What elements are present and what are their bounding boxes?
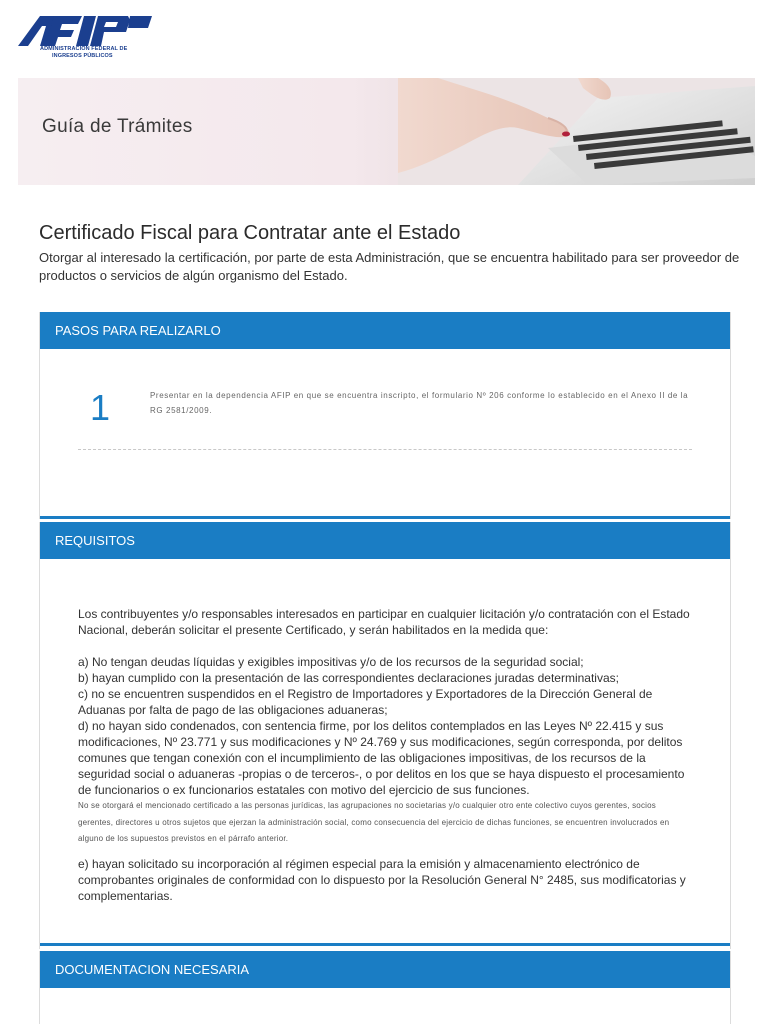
logo-subtitle: [40, 46, 127, 59]
header-banner: [18, 78, 755, 185]
logo-subtitle-line2: INGRESOS PÚBLICOS: [52, 52, 113, 59]
requisito-e: e) hayan solicitado su incorporación al régimen especial para la emisión y almacenamiento electrónico de comprobantes originales de conformidad con lo dispuesto por la Resolución General N° 2485, sus modificatorias y complementarias.: [78, 856, 686, 903]
page-title: Certificado Fiscal para Contratar ante el Estado: [39, 222, 461, 244]
page-intro: Otorgar al interesado la certificación, por parte de esta Administración, que se encuentra habilitado para ser proveedor de productos o servicios de algún organismo del Estado.: [39, 250, 740, 283]
pasos-section-heading: PASOS PARA REALIZARLO: [40, 312, 730, 349]
requisitos-text: [78, 606, 690, 904]
documentacion-section: [39, 951, 731, 1024]
pasos-section-body: [40, 349, 730, 516]
documentacion-section-heading: DOCUMENTACION NECESARIA: [40, 951, 730, 988]
requisito-b: b) hayan cumplido con la presentación de las correspondientes declaraciones juradas determinativas;: [78, 671, 619, 685]
requisito-c: c) no se encuentren suspendidos en el Registro de Importadores y Exportadores de la Dirección General de Aduanas por falta de pago de las obligaciones aduaneras;: [78, 687, 653, 717]
step-divider: [78, 449, 692, 450]
banner-title: Guía de Trámites: [42, 116, 193, 137]
requisito-d: d) no hayan sido condenados, con sentencia firme, por los delitos contemplados en las Leyes Nº 22.415 y sus modificaciones, Nº 23.771 y sus modificaciones y Nº 24.769 y sus modificaciones, según corresponda, por delitos comunes que tengan conexión con el incumplimiento de las obligaciones impositivas, de los recursos de la seguridad social o aduaneras -propias o de terceros-, o por delitos en los que se haya dispuesto el procesamiento de funcionarios o ex funcionarios estatales con motivo del ejercicio de sus funciones.: [78, 719, 685, 797]
logo-subtitle-line1: ADMINISTRACIÓN FEDERAL DE: [40, 46, 128, 52]
requisitos-section-heading: REQUISITOS: [40, 522, 730, 559]
laptop-hands-illustration: [398, 78, 755, 185]
requisito-note: No se otorgará el mencionado certificado a las personas jurídicas, las agrupaciones no societarias y/o cualquier otro ente colectivo cuyos gerentes, socios gerentes, directores u otros sujetos que ejerzan la administración social, como consecuencia del ejercicio de dichas funciones, se encuentren involucrados en alguno de los supuestos previstos en el párrafo anterior.: [78, 801, 670, 843]
pasos-section: [39, 312, 731, 519]
requisitos-intro: Los contribuyentes y/o responsables interesados en participar en cualquier licitación y/o contratación con el Estado Nacional, deberán solicitar el presente Certificado, y serán habilitados en la medida que:: [78, 607, 690, 637]
afip-logo-mark: [18, 14, 152, 48]
requisito-a: a) No tengan deudas líquidas y exigibles impositivas y/o de los recursos de la seguridad social;: [78, 655, 584, 669]
requisitos-section-body: [40, 559, 730, 943]
step-text: Presentar en la dependencia AFIP en que se encuentra inscripto, el formulario Nº 206 conforme lo establecido en el Anexo II de la RG 2581/2009.: [150, 391, 689, 415]
requisitos-section-rule: [40, 943, 730, 946]
step-number: 1: [90, 387, 111, 428]
pasos-section-rule: [40, 516, 730, 519]
requisitos-section: [39, 522, 731, 949]
afip-logo[interactable]: [18, 14, 158, 66]
